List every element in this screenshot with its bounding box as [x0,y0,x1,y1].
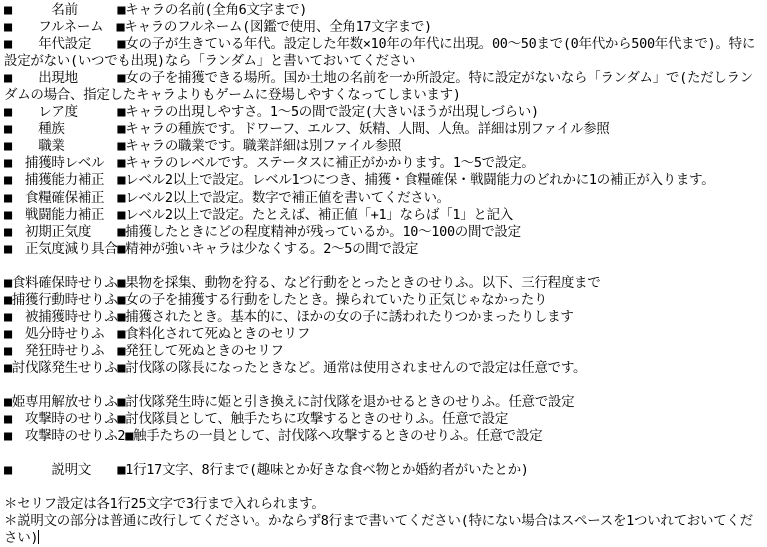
text-line: ■ 年代設定 ■女の子が生きている年代。設定した年数×10年の年代に出現。00～50まで(0年代から500年代まで)。特に設定がない(いつでも出現)なら「ランダム」と書いておいてください [4,36,756,70]
text-line: ＊セリフ設定は各1行25文字で3行まで入れられます。 [4,496,325,513]
text-line: ■ 名前 ■キャラの名前(全角6文字まで) [4,2,308,18]
text-line [4,445,763,462]
text-line: ■ 食糧確保補正 ■レベル2以上で設定。数字で補正値を書いてください。 [4,189,450,206]
text-line: ■食料確保時せりふ■果物を採集、動物を狩る、など行動をとったときのせりふ。以下、三行程度まで [4,274,601,291]
text-line: ■ レア度 ■キャラの出現しやすさ。1～5の間で設定(大きいほうが出現しづらい) [4,104,539,121]
text-line: ■ フルネーム ■キャラのフルネーム(図鑑で使用、全角17文字まで) [4,19,432,36]
text-line: ■ 戦闘能力補正 ■レベル2以上で設定。たとえば、補正値「+1」ならば「1」と記入 [4,206,513,223]
text-line: ■ 捕獲能力補正 ■レベル2以上で設定。レベル1つにつき、捕獲・食糧確保・戦闘能力のどれかに1の補正が入ります。 [4,172,715,189]
text-line: ■ 捕獲時レベル ■キャラのレベルです。ステータスに補正がかかります。1～5で設定。 [4,155,535,172]
text-line: ■ 攻撃時のせりふ■討伐隊員として、触手たちに攻撃するときのせりふ。任意で設定 [4,411,509,428]
text-line: ■ 攻撃時のせりふ2■触手たちの一員として、討伐隊へ攻撃するときのせりふ。任意で設定 [4,428,543,445]
text-line: ■ 職業 ■キャラの職業です。職業詳細は別ファイル参照 [4,138,402,155]
text-line: ■ 初期正気度 ■捕獲したときにどの程度精神が残っているか。10～100の間で設定 [4,223,521,240]
text-line [4,258,763,275]
text-line: ■ 発狂時せりふ ■発狂して死ぬときのセリフ [4,342,284,359]
text-line: ■ 処分時せりふ ■食料化されて死ぬときのセリフ [4,325,311,342]
text-caret [38,530,39,544]
text-line: ■姫専用解放せりふ■討伐隊発生時に姫と引き換えに討伐隊を退かせるときのせりふ。任意で設定 [4,393,575,410]
text-line: ■ 出現地 ■女の子を捕獲できる場所。国か土地の名前を一か所設定。特に設定がないなら「ランダム」で(ただしランダムの場合、指定したキャラよりもゲームに登場しやすくなってしまいます) [4,70,753,104]
text-line: ■討伐隊発生せりふ■討伐隊の隊長になったときなど。通常は使用されませんので設定は任意です。 [4,359,587,376]
text-line [4,479,763,496]
text-line: ■捕獲行動時せりふ■女の子を捕獲する行動をしたとき。操られていたり正気じゃなかったり [4,291,548,308]
text-line [4,377,763,394]
text-line: ＊説明文の部分は普通に改行してください。かならず8行まで書いてください(特にない場合はスペースを1ついれておいてください) [4,513,753,547]
text-line: ■ 被捕獲時せりふ■捕獲されたとき。基本的に、ほかの女の子に誘われたりつかまったりします [4,308,574,325]
text-line: ■ 説明文 ■1行17文字、8行まで(趣味とか好きな食べ物とか婚約者がいたとか) [4,462,529,479]
text-line: ■ 種族 ■キャラの種族です。ドワーフ、エルフ、妖精、人間、人魚。詳細は別ファイル参照 [4,121,610,138]
text-line: ■ 正気度減り具合■精神が強いキャラは少なくする。2～5の間で設定 [4,240,419,257]
